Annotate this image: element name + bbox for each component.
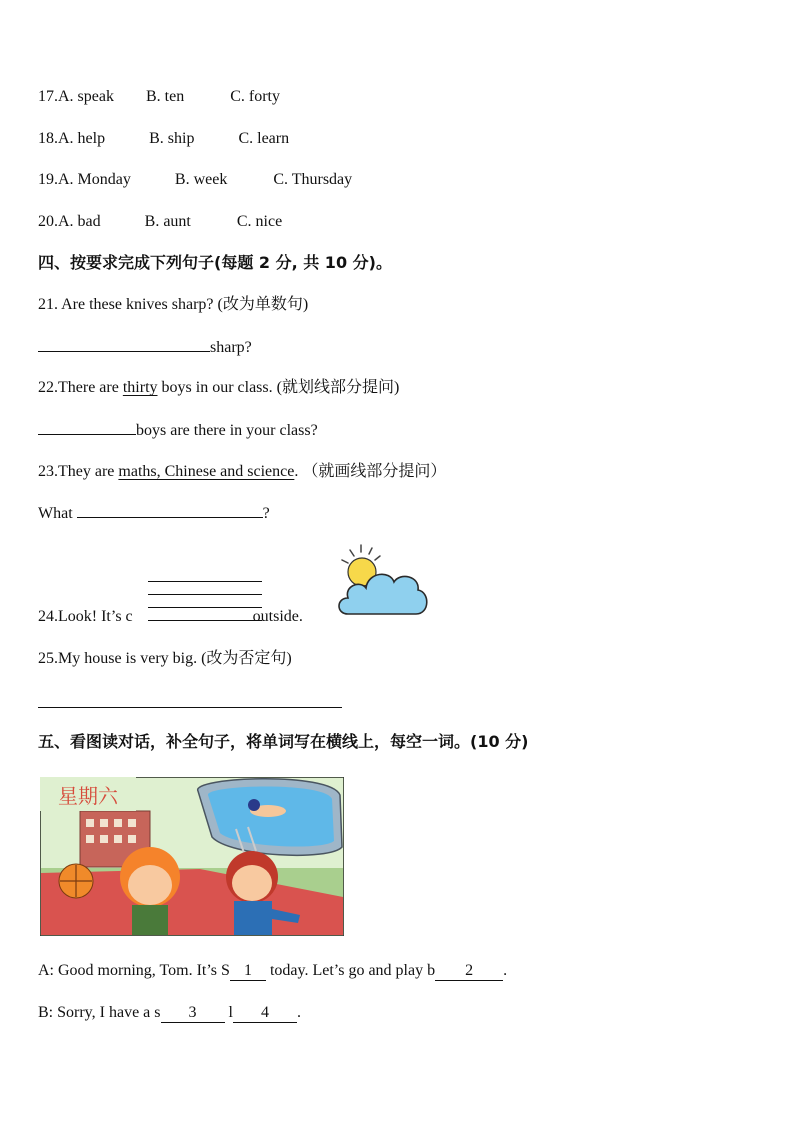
dialog-text: .: [296, 1004, 301, 1021]
answer-blank-1[interactable]: 1: [230, 962, 266, 981]
day-label: 星期六: [58, 784, 118, 808]
option-b: B. aunt: [144, 213, 191, 230]
option-a: A. help: [58, 130, 106, 147]
option-a: A. Monday: [58, 171, 131, 188]
answer-blank[interactable]: [38, 337, 210, 352]
option-c: C. nice: [236, 213, 283, 230]
answer-blank[interactable]: [77, 503, 263, 518]
answer-head: What: [38, 505, 73, 522]
question-19: [38, 170, 352, 190]
answer-blank-2[interactable]: 2: [435, 962, 503, 981]
section-4-title: 四、按要求完成下列句子(每题 2 分, 共 10 分)。: [38, 253, 392, 272]
dialog-text: B: Sorry, I have a s: [38, 1004, 161, 1021]
question-text: 22.There are: [38, 379, 123, 396]
scene-illustration: [40, 777, 344, 936]
dialog-line-a: [38, 961, 507, 981]
dialog-text: today. Let’s go and play b: [265, 962, 436, 979]
question-20: [38, 212, 282, 232]
option-c: C. Thursday: [273, 171, 353, 188]
underlined-word: thirty: [122, 379, 158, 396]
question-25: 25.My house is very big. (改为否定句): [38, 650, 292, 667]
partly-cloudy-icon: [334, 542, 430, 622]
option-b: B. ten: [145, 88, 185, 105]
dialog-text: l: [224, 1004, 233, 1021]
question-24: [38, 607, 303, 627]
answer-tail: sharp?: [210, 339, 252, 356]
question-text: outside.: [252, 608, 303, 625]
section-5-title: 五、看图读对话，补全句子，将单词写在横线上，每空一词。(10 分): [38, 732, 529, 751]
question-number: 19.: [38, 171, 58, 188]
answer-blank-4[interactable]: 4: [233, 1004, 297, 1023]
option-c: C. forty: [230, 88, 280, 105]
question-18: [38, 129, 289, 149]
dialog-text: .: [503, 962, 508, 979]
question-23-answer-line: [38, 503, 270, 524]
question-23: [38, 462, 446, 482]
question-text: . （就画线部分提问）: [294, 463, 447, 480]
dialog-text: A: Good morning, Tom. It’s S: [38, 962, 230, 979]
underlined-phrase: maths, Chinese and science: [118, 463, 295, 480]
option-b: B. week: [174, 171, 228, 188]
question-number: 17.: [38, 88, 58, 105]
option-a: A. speak: [58, 88, 114, 105]
question-text: 23.They are: [38, 463, 119, 480]
question-17: [38, 87, 280, 107]
question-22-answer-line: [38, 420, 318, 441]
answer-blank-3[interactable]: 3: [161, 1004, 225, 1023]
question-22: [38, 378, 399, 398]
question-text: 24.Look! It’s c: [38, 608, 133, 625]
answer-tail: boys are there in your class?: [136, 422, 318, 439]
option-b: B. ship: [149, 130, 195, 147]
question-21-answer-line: [38, 337, 252, 358]
question-21: 21. Are these knives sharp? (改为单数句): [38, 296, 309, 313]
question-number: 18.: [38, 130, 58, 147]
answer-tail: ?: [262, 505, 270, 522]
dialog-line-b: [38, 1003, 301, 1023]
option-a: A. bad: [58, 213, 101, 230]
question-number: 20.: [38, 213, 58, 230]
answer-blank[interactable]: [38, 707, 342, 708]
answer-blank[interactable]: [38, 420, 136, 435]
option-c: C. learn: [238, 130, 290, 147]
question-text: boys in our class. (就划线部分提问): [157, 379, 400, 396]
